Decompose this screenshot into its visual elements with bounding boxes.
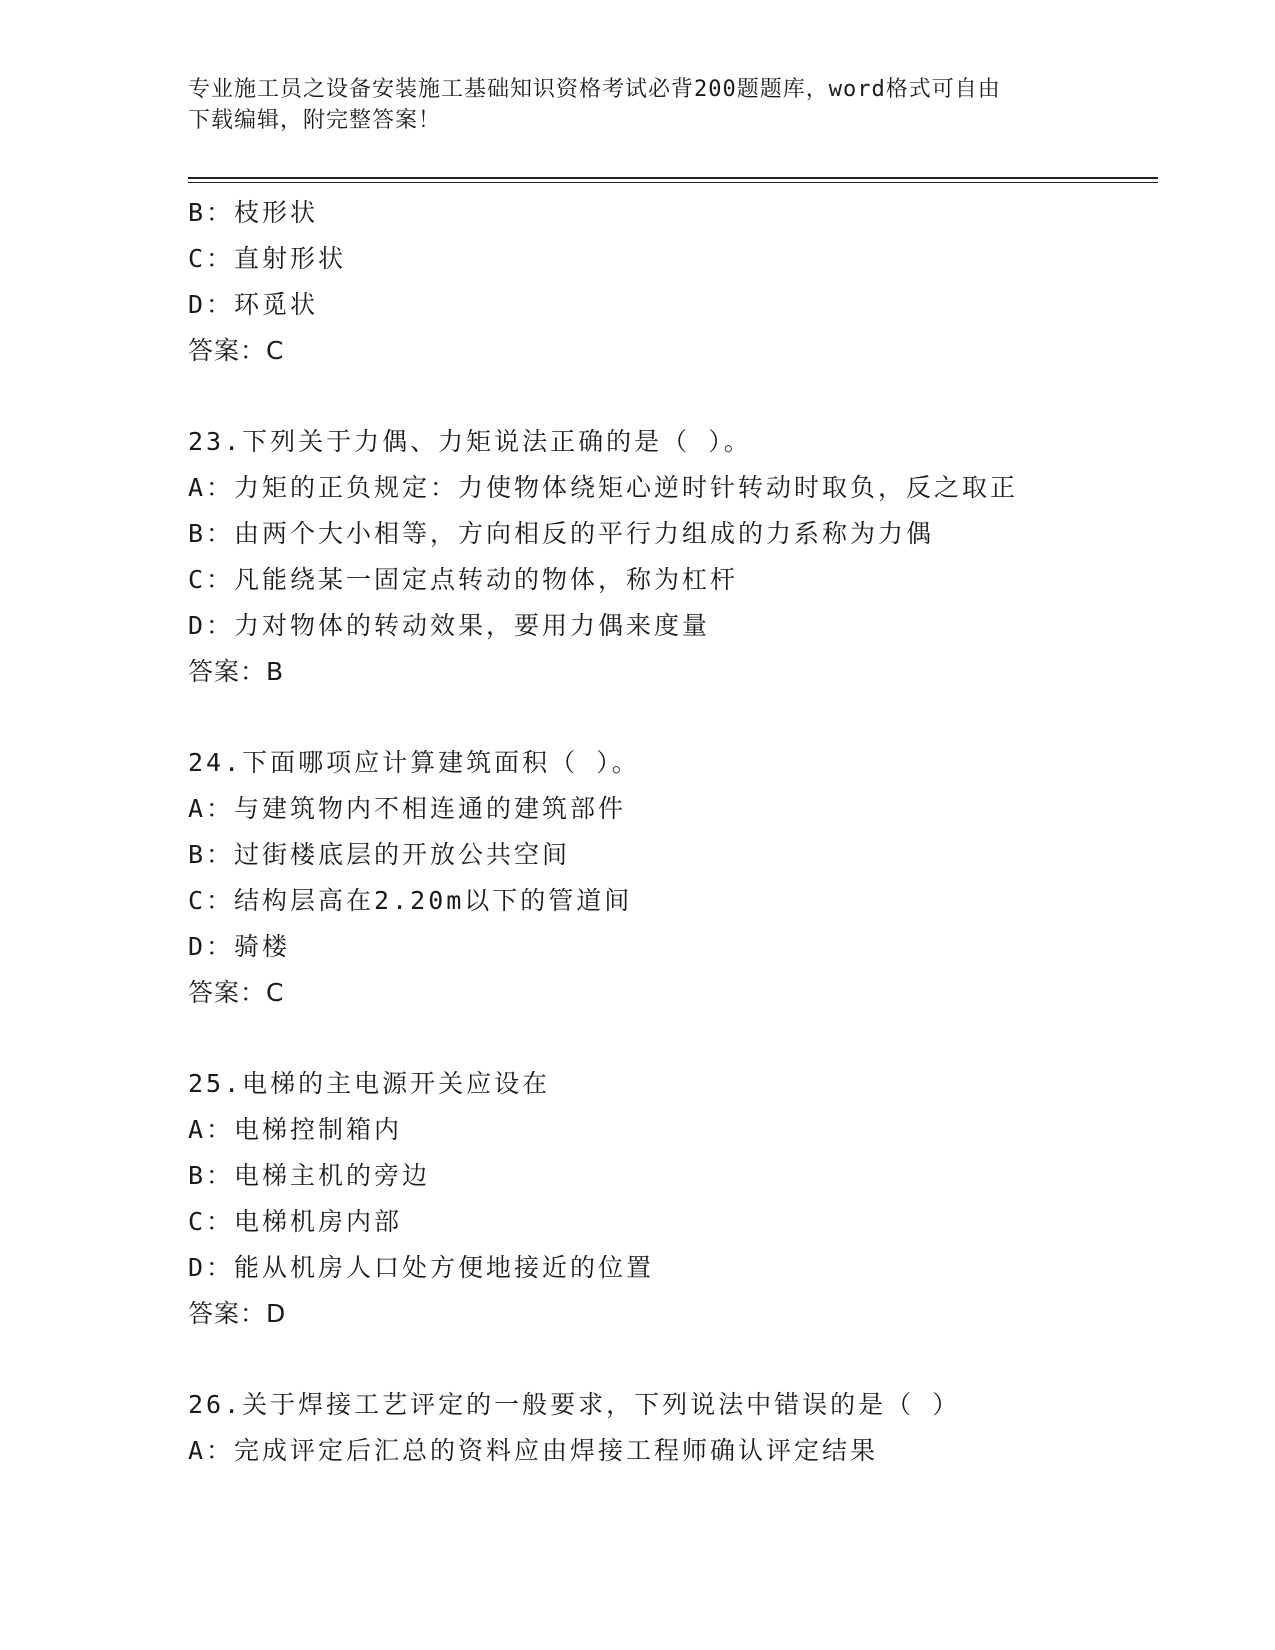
answer-line: 答案：C bbox=[188, 336, 285, 365]
header-line-1: 专业施工员之设备安装施工基础知识资格考试必背200题题库，word格式可自由 bbox=[188, 77, 1001, 102]
option-a: A：力矩的正负规定：力使物体绕矩心逆时针转动时取负，反之取正 bbox=[188, 473, 1019, 502]
option-c: C：直射形状 bbox=[188, 244, 347, 273]
question-24 bbox=[188, 740, 1158, 1016]
option-a: A：与建筑物内不相连通的建筑部件 bbox=[188, 794, 627, 823]
option-b: B：过街楼底层的开放公共空间 bbox=[188, 840, 571, 869]
option-c: C：电梯机房内部 bbox=[188, 1207, 403, 1236]
spacer bbox=[188, 695, 1158, 740]
question-23 bbox=[188, 419, 1158, 695]
option-a: A：电梯控制箱内 bbox=[188, 1115, 403, 1144]
question-stem: 23.下列关于力偶、力矩说法正确的是（ ）。 bbox=[188, 427, 752, 456]
question-list bbox=[188, 190, 1158, 1474]
answer-line: 答案：D bbox=[188, 1299, 287, 1328]
option-d: D：能从机房人口处方便地接近的位置 bbox=[188, 1253, 655, 1282]
option-b: B：由两个大小相等，方向相反的平行力组成的力系称为力偶 bbox=[188, 519, 935, 548]
question-stem: 25.电梯的主电源开关应设在 bbox=[188, 1069, 551, 1098]
spacer bbox=[188, 1337, 1158, 1382]
document-header bbox=[188, 74, 1068, 136]
question-stem: 24.下面哪项应计算建筑面积（ ）。 bbox=[188, 748, 640, 777]
question-26 bbox=[188, 1382, 1158, 1474]
header-line-2: 下载编辑，附完整答案！ bbox=[188, 108, 442, 133]
option-d: D：环觅状 bbox=[188, 290, 319, 319]
question-25 bbox=[188, 1061, 1158, 1337]
question-22-tail bbox=[188, 190, 1158, 374]
header-divider-thin bbox=[188, 182, 1158, 183]
option-c: C：结构层高在2.20m以下的管道间 bbox=[188, 886, 633, 915]
option-d: D：力对物体的转动效果，要用力偶来度量 bbox=[188, 611, 711, 640]
option-b: B：枝形状 bbox=[188, 198, 319, 227]
option-c: C：凡能绕某一固定点转动的物体，称为杠杆 bbox=[188, 565, 739, 594]
spacer bbox=[188, 374, 1158, 419]
answer-line: 答案：C bbox=[188, 978, 285, 1007]
answer-line: 答案：B bbox=[188, 657, 285, 686]
option-d: D：骑楼 bbox=[188, 932, 291, 961]
option-a: A：完成评定后汇总的资料应由焊接工程师确认评定结果 bbox=[188, 1436, 879, 1465]
header-divider-thick bbox=[188, 177, 1158, 179]
option-b: B：电梯主机的旁边 bbox=[188, 1161, 431, 1190]
question-stem: 26.关于焊接工艺评定的一般要求，下列说法中错误的是（ ） bbox=[188, 1390, 961, 1419]
spacer bbox=[188, 1016, 1158, 1061]
